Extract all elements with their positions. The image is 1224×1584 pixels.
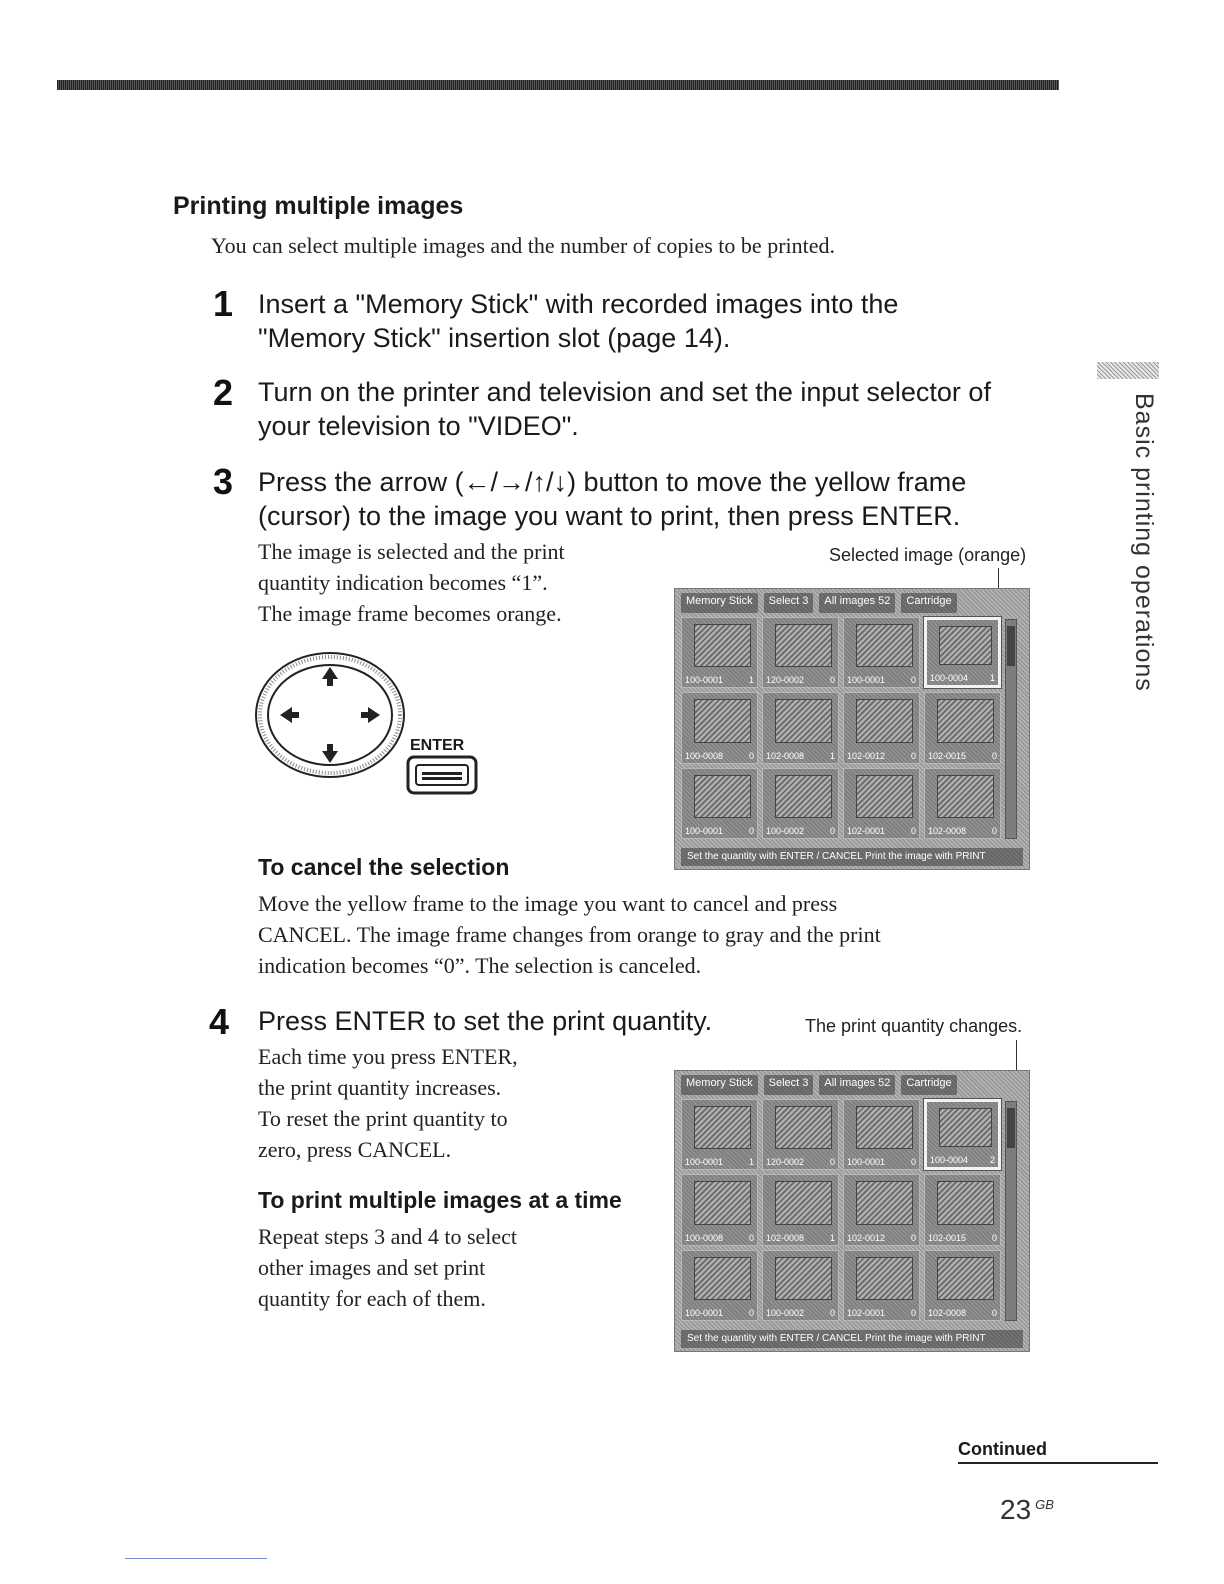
step-4-body-line-4: zero, press CANCEL. [258,1137,452,1162]
step-4-body [258,1041,518,1165]
page-number-suffix: GB [1035,1496,1054,1512]
step-2-text [258,375,991,443]
thumbnail-grid [681,1099,1001,1321]
thumbnail: 100-0001 0 [681,768,758,839]
thumbnail-selected: 100-0004 1 [924,617,1001,688]
callout-quantity-changes: The print quantity changes. [805,1016,1023,1036]
continued-label: Continued [958,1439,1047,1459]
screen-tab: Memory Stick [681,1075,758,1095]
thumbnail: 100-0008 0 [681,692,758,763]
screen-index-selected [674,588,1030,870]
continued-rule [958,1462,1158,1464]
thumbnail-grid [681,617,1001,839]
thumbnail: 102-0012 0 [843,1174,920,1245]
thumbnail: 102-0008 1 [762,692,839,763]
thumbnail: 102-0008 0 [924,1250,1001,1321]
multi-line-1: Repeat steps 3 and 4 to select [258,1224,518,1249]
step-4-text: Press ENTER to set the print quantity. [258,1006,713,1036]
screen-scrollbar [1005,1101,1017,1321]
thumbnail: 100-0008 0 [681,1174,758,1245]
thumbnail: 100-0002 0 [762,768,839,839]
screen-header [681,1075,1023,1095]
thumbnail: 100-0001 0 [681,1250,758,1321]
screen-footer: Set the quantity with ENTER / CANCEL Print the image with PRINT [681,1330,1023,1348]
side-tab-marker [1097,362,1159,379]
section-title: Printing multiple images [173,192,464,220]
step-3-body-line-1: The image is selected and the print [258,539,565,564]
step-3-line-2: (cursor) to the image you want to print, then press ENTER. [258,501,961,531]
step-number-1: 1 [213,283,234,324]
step-1-line-1: Insert a "Memory Stick" with recorded images into the [258,289,899,319]
thumbnail: 102-0008 0 [924,768,1001,839]
step-number-3: 3 [213,461,234,502]
step-2-line-1: Turn on the printer and television and set the input selector of [258,377,991,407]
thumbnail: 100-0001 1 [681,1099,758,1170]
thumbnail: 100-0001 0 [843,617,920,688]
screen-tab: All images 52 [819,1075,895,1095]
screen-tab: Cartridge [901,1075,956,1095]
thumbnail: 100-0001 0 [843,1099,920,1170]
intro-text: You can select multiple images and the number of copies to be printed. [211,233,836,258]
step-3-line-1: Press the arrow (←/→/↑/↓) button to move the yellow frame [258,467,967,497]
thumbnail: 102-0008 1 [762,1174,839,1245]
step-4-body-line-1: Each time you press ENTER, [258,1044,518,1069]
step-number-2: 2 [213,372,234,413]
cancel-line-1: Move the yellow frame to the image you want to cancel and press [258,891,838,916]
screen-tab: Select 3 [764,593,814,613]
thumbnail: 102-0012 0 [843,692,920,763]
thumbnail: 102-0001 0 [843,1250,920,1321]
enter-label: ENTER [410,737,465,754]
screen-scrollbar [1005,619,1017,839]
thumbnail: 100-0002 0 [762,1250,839,1321]
side-section-label: Basic printing operations [1130,393,1158,692]
step-4-body-line-3: To reset the print quantity to [258,1106,508,1131]
step-3-body-line-3: The image frame becomes orange. [258,601,562,626]
multi-heading: To print multiple images at a time [258,1187,622,1213]
multi-body [258,1221,517,1314]
step-3-text [258,465,966,533]
cancel-line-3: indication becomes “0”. The selection is canceled. [258,953,702,978]
step-3-body [258,536,565,629]
screen-index-quantity [674,1070,1030,1352]
screen-tab: Select 3 [764,1075,814,1095]
step-1-text [258,287,898,355]
thumbnail: 120-0002 0 [762,1099,839,1170]
multi-line-3: quantity for each of them. [258,1286,486,1311]
thumbnail-selected: 100-0004 2 [924,1099,1001,1170]
screen-tab: All images 52 [819,593,895,613]
cancel-heading: To cancel the selection [258,854,510,880]
bottom-rule [125,1558,267,1559]
screen-footer: Set the quantity with ENTER / CANCEL Print the image with PRINT [681,848,1023,866]
top-rule [57,80,1059,90]
step-1-line-2: "Memory Stick" insertion slot (page 14). [258,323,731,353]
thumbnail: 102-0015 0 [924,692,1001,763]
screen-header [681,593,1023,613]
thumbnail: 102-0015 0 [924,1174,1001,1245]
page-number-value: 23 [1000,1494,1032,1525]
step-2-line-2: your television to "VIDEO". [258,411,579,441]
cancel-line-2: CANCEL. The image frame changes from orange to gray and the print [258,922,881,947]
thumbnail: 100-0001 1 [681,617,758,688]
step-4-body-line-2: the print quantity increases. [258,1075,502,1100]
page-number [1000,1494,1054,1526]
multi-line-2: other images and set print [258,1255,486,1280]
screen-tab: Cartridge [901,593,956,613]
callout-selected-image: Selected image (orange) [829,545,1027,565]
thumbnail: 120-0002 0 [762,617,839,688]
step-3-body-line-2: quantity indication becomes “1”. [258,570,548,595]
cancel-body [258,888,881,981]
screen-tab: Memory Stick [681,593,758,613]
thumbnail: 102-0001 0 [843,768,920,839]
step-number-4: 4 [209,1001,230,1042]
control-pad-illustration [252,645,492,795]
